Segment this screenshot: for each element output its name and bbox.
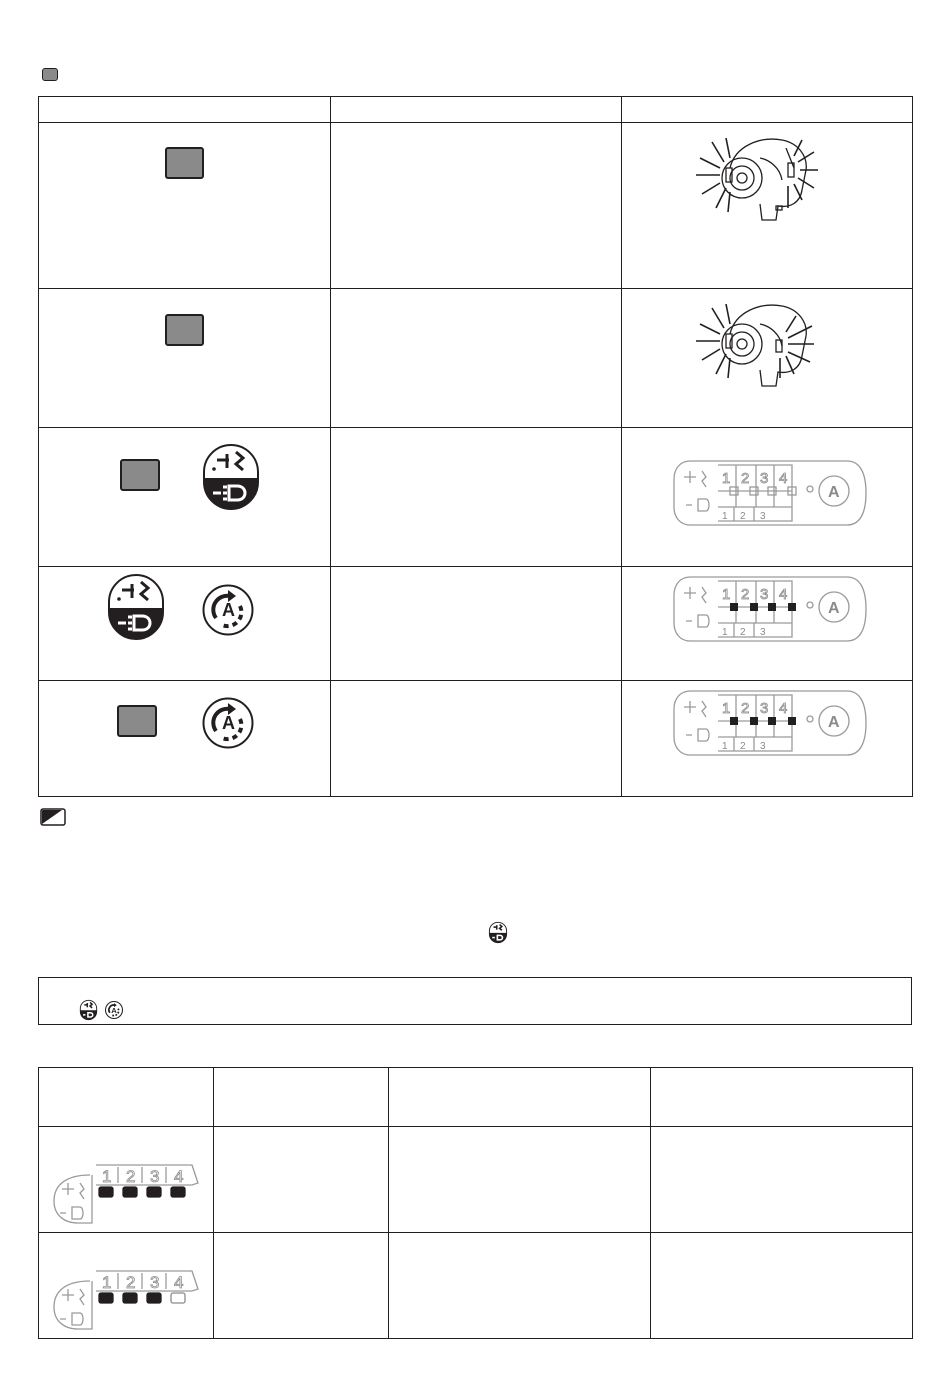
assist-mode-icon [202, 697, 254, 749]
panel-num-top: 4 [779, 700, 788, 717]
assist-mode-icon [105, 1001, 123, 1019]
panel-num-top: 1 [722, 470, 731, 487]
assist-mode-icon [202, 584, 254, 636]
tool-button-icon [165, 314, 204, 346]
drill-light-mode-icon [108, 574, 164, 640]
driver-front-lights-icon [690, 128, 820, 223]
panel-num-bottom: 1 [722, 627, 728, 638]
battery-indicator-4-lamps [52, 1163, 202, 1225]
panel-num-bottom: 2 [740, 741, 746, 752]
panel-num-bottom: 3 [760, 741, 766, 752]
svg-text:A: A [222, 600, 235, 620]
panel-num-top: 2 [741, 586, 750, 603]
svg-text:A: A [828, 600, 840, 617]
battery-indicator-3-lamps [52, 1269, 202, 1331]
lamp-lit [147, 1293, 161, 1303]
driver-front-lights-icon [690, 294, 820, 389]
drill-light-mode-icon [489, 922, 507, 943]
panel-num-top: 2 [741, 700, 750, 717]
tool-button-icon [117, 705, 157, 737]
indicator-num: 1 [102, 1273, 112, 1292]
note-box [38, 977, 912, 1025]
lamp-lit [123, 1293, 137, 1303]
control-panel-indicators-off [672, 459, 868, 527]
panel-num-bottom: 2 [740, 511, 746, 522]
note-icon [40, 808, 66, 826]
svg-text:A: A [828, 484, 840, 501]
lamp-lit [99, 1187, 113, 1197]
indicator-num: 4 [174, 1273, 184, 1292]
svg-text:A: A [222, 713, 235, 733]
lamp-off [171, 1293, 185, 1303]
tool-button-icon [120, 459, 160, 491]
indicator-num: 4 [174, 1167, 184, 1186]
panel-num-top: 1 [722, 586, 731, 603]
svg-text:A: A [111, 1005, 117, 1015]
panel-num-top: 2 [741, 470, 750, 487]
drill-light-mode-icon [203, 444, 259, 510]
svg-text:A: A [828, 714, 840, 731]
indicator-num: 1 [102, 1167, 112, 1186]
panel-num-top: 1 [722, 700, 731, 717]
panel-num-top: 4 [779, 470, 788, 487]
lamp-lit [123, 1187, 137, 1197]
panel-num-top: 3 [760, 470, 769, 487]
legend-button-icon [42, 68, 58, 81]
control-panel-indicators-on [672, 689, 868, 757]
lamp-lit [171, 1187, 185, 1197]
lamp-lit [99, 1293, 113, 1303]
panel-num-bottom: 1 [722, 741, 728, 752]
panel-num-bottom: 2 [740, 627, 746, 638]
drill-light-mode-icon [80, 1000, 97, 1020]
panel-num-top: 3 [760, 586, 769, 603]
panel-num-bottom: 3 [760, 511, 766, 522]
panel-num-bottom: 1 [722, 511, 728, 522]
tool-button-icon [165, 147, 204, 179]
indicator-num: 3 [150, 1167, 160, 1186]
indicator-num: 2 [126, 1273, 136, 1292]
indicator-num: 2 [126, 1167, 136, 1186]
panel-num-bottom: 3 [760, 627, 766, 638]
panel-num-top: 4 [779, 586, 788, 603]
indicator-num: 3 [150, 1273, 160, 1292]
panel-num-top: 3 [760, 700, 769, 717]
control-panel-indicators-on [672, 575, 868, 643]
lamp-lit [147, 1187, 161, 1197]
